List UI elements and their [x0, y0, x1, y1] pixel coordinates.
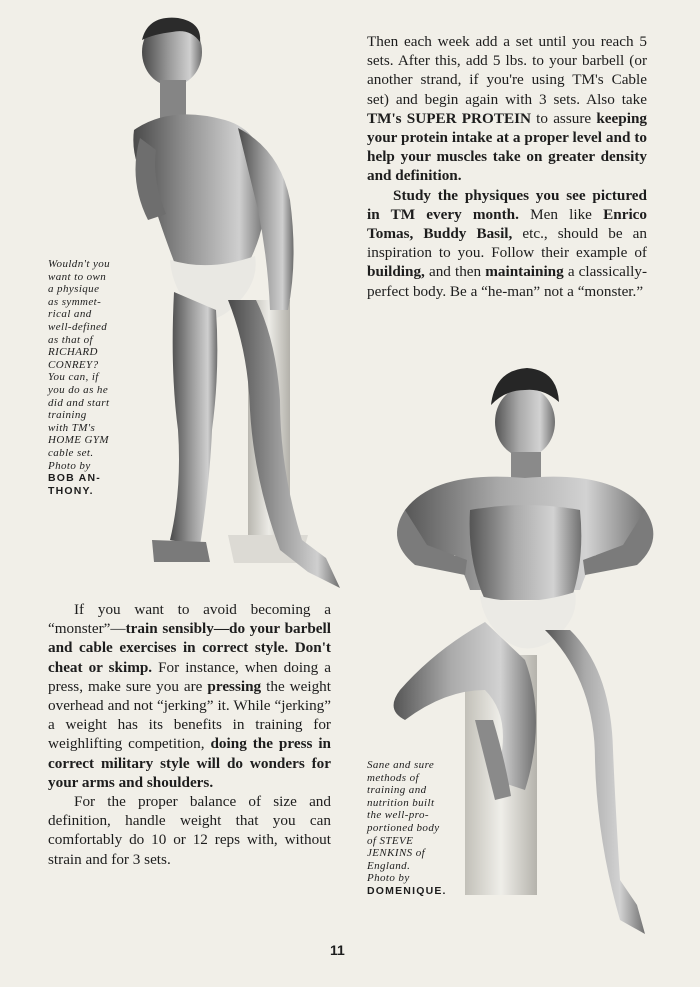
photo-credit: BOB AN-	[48, 472, 101, 485]
bold-text: Enrico Tomas, Buddy Basil,	[367, 205, 647, 243]
text: For the proper balance of size and definition, handle weight that you can comfortably do 10 or 12 reps with, without strain and for 3 sets.	[48, 793, 331, 868]
paragraph-physiques	[367, 186, 647, 301]
bold-text: TM's SUPER PROTEIN	[367, 109, 531, 127]
text: For instance, when doing a press, make sure you are	[48, 658, 331, 695]
caption-line: training and	[367, 784, 427, 797]
caption-line: as symmet-	[48, 295, 102, 308]
right-column-text	[367, 32, 647, 301]
caption-line: RICHARD	[48, 346, 98, 359]
left-column-text	[48, 600, 331, 869]
bold-text: pressing	[207, 677, 262, 695]
text: and then	[424, 263, 486, 281]
caption-line: training	[48, 409, 87, 422]
caption-line: of STEVE	[367, 834, 414, 847]
caption-line: want to own	[48, 270, 107, 283]
caption-steve-jenkins	[367, 759, 462, 898]
bold-text: doing the press in correct military style will do wonders for your arms and shoulders.	[48, 735, 332, 791]
bold-text: building,	[367, 263, 425, 281]
photo-richard-conrey	[130, 10, 355, 590]
photo-credit: DOMENIQUE.	[367, 884, 447, 897]
caption-line: portioned body	[367, 821, 440, 834]
caption-line: the well-pro-	[367, 809, 429, 822]
caption-line: You can, if	[48, 371, 99, 384]
caption-line: methods of	[367, 771, 419, 784]
text: If you want to avoid becoming a “monster”—	[48, 601, 331, 638]
caption-line: CONREY?	[48, 358, 99, 371]
paragraph-balance	[48, 792, 331, 869]
text: to assure	[530, 109, 597, 127]
paragraph-sets	[367, 32, 647, 186]
caption-line: as that of	[48, 333, 93, 346]
bold-text: Study the physiques you see pictured in TM every month.	[367, 186, 647, 223]
caption-line: Wouldn't you	[48, 258, 111, 270]
caption-line: Photo by	[367, 872, 410, 885]
caption-line: Sane and sure	[367, 759, 435, 771]
photo-credit: THONY.	[48, 484, 94, 497]
caption-line: Photo by	[48, 459, 91, 472]
caption-line: JENKINS of	[367, 847, 426, 860]
caption-line: did and start	[48, 396, 110, 409]
caption-line: nutrition built	[367, 796, 435, 809]
caption-line: HOME GYM	[48, 434, 109, 447]
bold-text: maintaining	[485, 263, 564, 281]
caption-line: a physique	[48, 283, 100, 296]
text: a classically-perfect body. Be a “he-man” not a “monster.”	[367, 263, 647, 300]
caption-line: you do as he	[48, 383, 109, 396]
text: the weight overhead and not “jerking” it. While “jerking” a weight has its benefits in training for weighlifting competition,	[48, 677, 331, 753]
caption-richard-conrey	[48, 258, 128, 497]
bold-text: train sensibly—do your barbell and cable exercises in correct style. Don't cheat or skimp.	[48, 620, 331, 676]
paragraph-avoid-monster	[48, 600, 331, 792]
caption-line: England.	[367, 859, 411, 872]
bold-text: keeping your protein intake at a proper level and to help your muscles take on greater density and definition.	[367, 109, 647, 185]
caption-line: well-defined	[48, 320, 108, 333]
text: Then each week add a set until you reach 5 sets. After this, add 5 lbs. to your barbell (or another strand, if you're using TM's Cable set) and begin again with 3 sets. Also take	[367, 33, 647, 108]
caption-line: rical and	[48, 308, 92, 321]
text: etc., should be an inspiration to you. Follow their example of	[367, 225, 647, 262]
text: Men like	[518, 205, 604, 223]
caption-line: cable set.	[48, 446, 94, 459]
caption-line: with TM's	[48, 421, 96, 434]
page-number: 11	[330, 942, 345, 958]
